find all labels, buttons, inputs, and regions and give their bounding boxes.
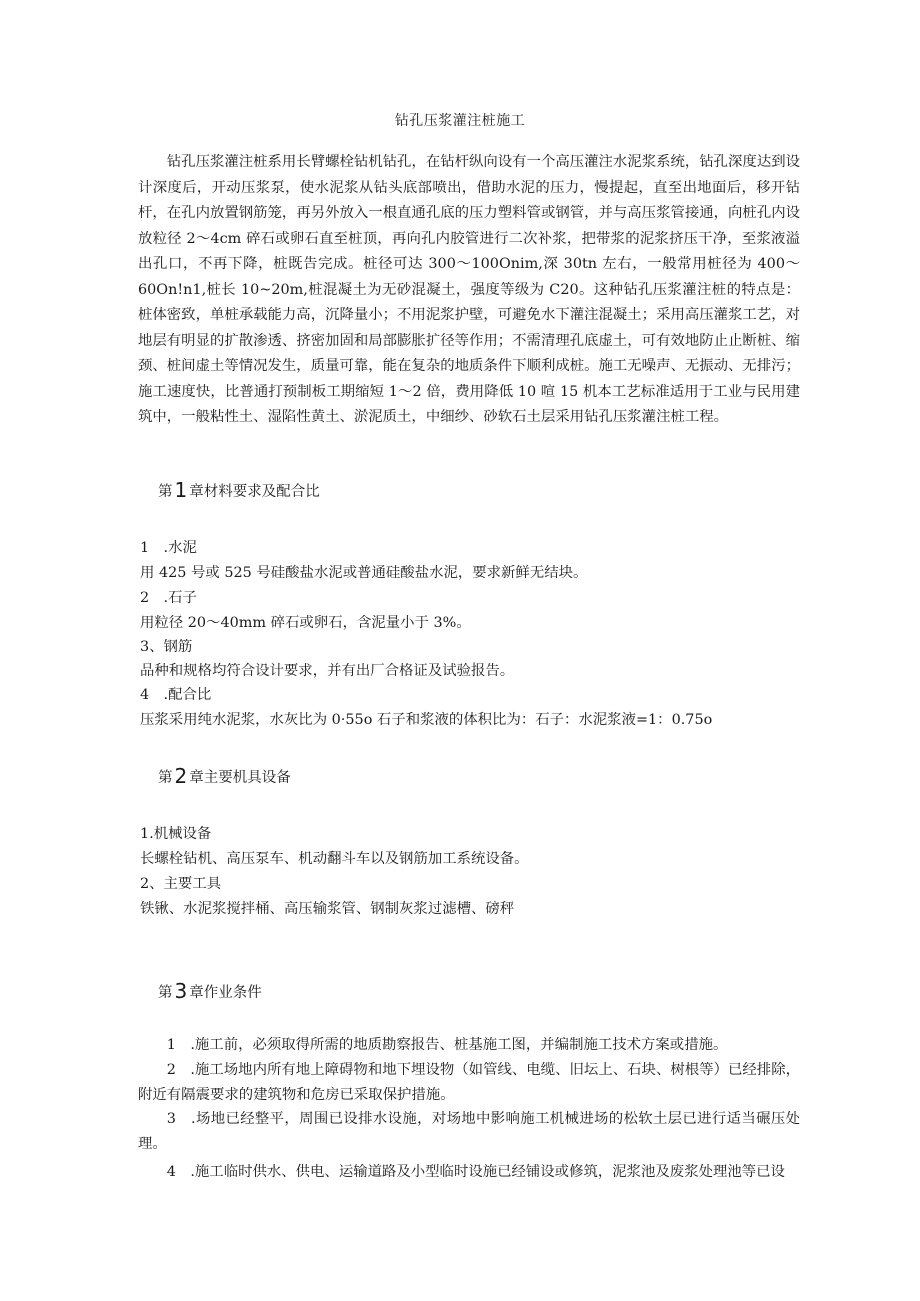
chapter-2-heading xyxy=(158,764,291,788)
chapter-prefix: 第 xyxy=(158,770,173,786)
ch3-para-1: 1 .施工前，必须取得所需的地质勘察报告、桩基施工图，并编制施工技术方案或措施。 xyxy=(166,1037,728,1053)
ch3-para-2: 2 .施工场地内所有地上障碍物和地下埋设物（如管线、电缆、旧坛上、石块、树根等）已经排除，附近有隔震要求的建筑物和危房已采取保护措施。 xyxy=(138,1062,800,1103)
ch1-item-stone: 2 .石子 xyxy=(140,590,197,606)
document-title: 钻孔压浆灌注桩施工 xyxy=(394,113,526,129)
ch1-item-cement: 1 .水泥 xyxy=(140,540,197,556)
ch1-item-mix: 4 .配合比 xyxy=(140,687,212,703)
ch2-item-tools: 2、主要工具 xyxy=(140,876,222,892)
ch2-text-tools: 铁锹、水泥浆搅拌桶、高压输浆管、钢制灰浆过滤槽、磅秤 xyxy=(140,901,515,917)
ch3-para-3: 3 .场地已经整平，周围已设排水设施，对场地中影响施工机械进场的松软土层已进行适当碾压处理。 xyxy=(138,1111,800,1152)
chapter-title: 章材料要求及配合比 xyxy=(189,484,320,500)
chapter-number: 2 xyxy=(174,764,188,788)
ch2-item-machinery: 1.机械设备 xyxy=(140,826,212,842)
chapter-3-heading xyxy=(158,979,262,1003)
ch2-text-machinery: 长螺栓钻机、高压泵车、机动翻斗车以及钢筋加工系统设备。 xyxy=(140,851,529,867)
ch1-text-stone: 用粒径 20～40mm 碎石或卵石，含泥量小于 3%。 xyxy=(140,615,471,631)
chapter-1-heading xyxy=(158,478,320,502)
intro-paragraph: 钻孔压浆灌注桩系用长臂螺栓钻机钻孔，在钻杆纵向设有一个高压灌注水泥浆系统，钻孔深度达到设计深度后，开动压浆泵，使水泥浆从钻头底部喷出，借助水泥的压力，慢提起，直至出地面后，移开钻杆，在孔内放置钢筋笼，再另外放入一根直通孔底的压力塑料管或钢管，并与高压浆管接通，向桩孔内设放粒径 2～4cm 碎石或卵石直至桩顶，再向孔内胶管进行二次补浆，把带浆的泥浆挤压干净，至浆液溢出孔口，不再下降，桩既告完成。桩径可达 300～100Onim,深 30tn 左右，一般常用桩径为 400～60On!n1,桩长 10~20m,桩混凝土为无砂混凝土，强度等级为 C20。这种钻孔压浆灌注桩的特点是：桩体密致，单桩承载能力高，沉降量小；不用泥浆护壁，可避免水下灌注混凝土；采用高压灌浆工艺，对地层有明显的扩散渗透、挤密加固和局部膨胀扩径等作用；不需清理孔底虚土，可有效地防止止断桩、缩颈、桩间虚土等情况发生，质量可靠，能在复杂的地质条件下顺利成桩。施工无噪声、无振动、无排污；施工速度快，比普通打预制板工期缩短 1～2 倍，费用降低 10 喧 15 机本工艺标准适用于工业与民用建筑中，一般粘性土、湿陷性黄土、淤泥质土，中细纱、砂软石土层采用钻孔压浆灌注桩工程。 xyxy=(138,154,800,425)
ch1-text-cement: 用 425 号或 525 号硅酸盐水泥或普通硅酸盐水泥，要求新鲜无结块。 xyxy=(140,565,588,581)
chapter-number: 1 xyxy=(174,478,188,502)
chapter-title: 章作业条件 xyxy=(189,985,262,1001)
chapter-title: 章主要机具设备 xyxy=(189,770,291,786)
chapter-prefix: 第 xyxy=(158,985,173,1001)
ch3-para-4: 4 .施工临时供水、供电、运输道路及小型临时设施已经铺设或修筑，泥浆池及废浆处理池等已设 xyxy=(166,1164,785,1180)
ch1-item-rebar: 3、钢筋 xyxy=(140,639,193,655)
ch1-text-mix: 压浆采用纯水泥浆，水灰比为 0·55o 石子和浆液的体积比为：石子：水泥浆液=1：0.75o xyxy=(140,712,713,728)
chapter-number: 3 xyxy=(174,979,188,1003)
ch1-text-rebar: 品种和规格均符合设计要求，并有出厂合格证及试验报告。 xyxy=(140,663,515,679)
chapter-prefix: 第 xyxy=(158,484,173,500)
